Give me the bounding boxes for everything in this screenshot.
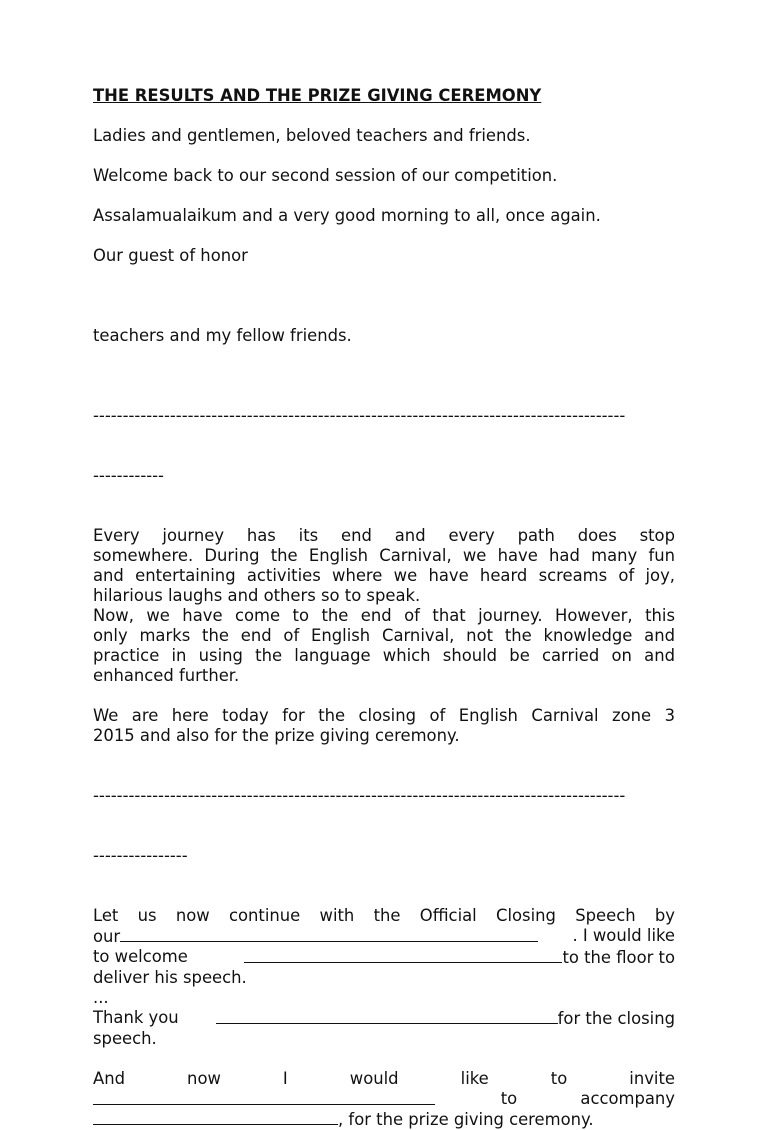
accompany-name-blank[interactable] — [93, 1109, 338, 1125]
welcome-label: to welcome — [93, 947, 188, 966]
prize-giving-label: , for the prize giving ceremony. — [338, 1110, 594, 1129]
thanks-name-blank[interactable] — [216, 1008, 558, 1024]
invite-paragraph — [93, 1069, 675, 1130]
journey-line-1: Every journey has its end and every path does stop — [93, 526, 675, 545]
journey-line-3: and entertaining activities where we have heard screams of joy, — [93, 566, 675, 585]
divider-1-line-a: ------------------------------------------------------------------------------------------ — [93, 406, 626, 425]
divider-2-line-a: ------------------------------------------------------------------------------------------ — [93, 786, 626, 805]
document-title: THE RESULTS AND THE PRIZE GIVING CEREMONY — [93, 86, 542, 105]
closing-line-1: We are here today for the closing of English Carnival zone 3 — [93, 706, 675, 725]
speech-paragraph — [93, 906, 675, 1008]
closing-line-2: 2015 and also for the prize giving ceremony. — [93, 726, 460, 745]
welcome-line: Welcome back to our second session of our competition. — [93, 166, 558, 185]
official-name-blank[interactable] — [120, 926, 538, 942]
divider-2-line-b: ---------------- — [93, 846, 188, 865]
speech-line-3 — [93, 947, 675, 968]
invitee-name-blank[interactable] — [93, 1089, 435, 1105]
now-line-2: only marks the end of English Carnival, not the knowledge and — [93, 626, 675, 645]
thanks-line-1-end — [216, 1008, 675, 1029]
speech-line-3-mid — [244, 947, 675, 968]
now-line-1: Now, we have come to the end of that journey. However, this — [93, 606, 675, 625]
speech-line-1: Let us now continue with the Official Closing Speech by — [93, 906, 675, 925]
now-line-4: enhanced further. — [93, 666, 240, 685]
closing-label: for the closing — [557, 1009, 675, 1028]
speech-line-2-start — [93, 926, 538, 947]
invite-line-2 — [93, 1089, 675, 1109]
speaker-name-blank[interactable] — [244, 947, 562, 963]
closing-paragraph — [93, 706, 675, 746]
thanks-line-1 — [93, 1008, 675, 1029]
greeting-line: Ladies and gentlemen, beloved teachers and friends. — [93, 126, 531, 145]
journey-line-4: hilarious laughs and others so to speak. — [93, 586, 421, 605]
guest-of-honor-line: Our guest of honor — [93, 246, 248, 265]
our-label: our — [93, 927, 121, 946]
salam-line: Assalamualaikum and a very good morning to all, once again. — [93, 206, 601, 225]
invite-line-3 — [93, 1109, 675, 1130]
floor-label: to the floor to — [562, 948, 675, 967]
speech-line-2-end: . I would like — [572, 926, 675, 945]
divider-1 — [93, 366, 675, 526]
thanks-paragraph — [93, 1008, 675, 1049]
divider-1-line-b: ------------ — [93, 466, 164, 485]
speech-line-2 — [93, 926, 675, 947]
journey-line-2: somewhere. During the English Carnival, we have had many fun — [93, 546, 675, 565]
speech-line-4: deliver his speech. — [93, 968, 247, 987]
thank-you-label: Thank you — [93, 1008, 179, 1027]
journey-paragraph — [93, 526, 675, 606]
now-paragraph — [93, 606, 675, 686]
thanks-line-2: speech. — [93, 1029, 157, 1048]
divider-2 — [93, 746, 675, 906]
teachers-line: teachers and my fellow friends. — [93, 326, 352, 345]
document-page — [93, 86, 675, 1130]
invite-line-1: And now I would like to invite — [93, 1069, 675, 1088]
accompany-label: to accompany — [500, 1089, 675, 1108]
guest-blank-space — [93, 266, 675, 326]
ellipsis-line: ... — [93, 988, 109, 1007]
now-line-3: practice in using the language which should be carried on and — [93, 646, 675, 665]
